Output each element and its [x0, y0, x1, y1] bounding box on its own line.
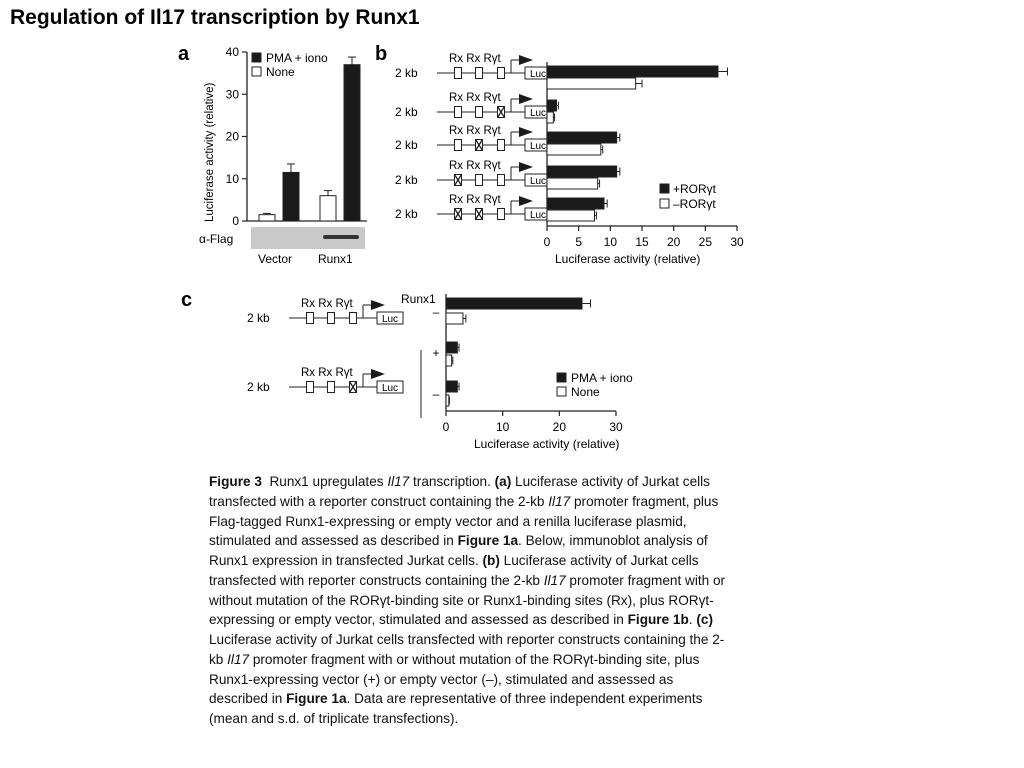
panel-b-site-labels: Rx Rx Rγt: [449, 160, 501, 172]
panel-b-binding-site: [476, 107, 483, 118]
blot-label: α-Flag: [199, 232, 234, 246]
panel-c-binding-site: [307, 313, 314, 324]
panel-b-tss-arrow: [519, 127, 533, 137]
caption-figure-label: Figure 3: [209, 474, 262, 489]
legend-swatch-pma-iono-c: [557, 373, 566, 382]
panel-a-ytick-label: 20: [225, 129, 239, 144]
panel-a-ylabel: Luciferase activity (relative): [204, 82, 216, 222]
panel-c-letter: c: [181, 289, 193, 311]
legend-label-pma-iono: PMA + iono: [266, 51, 328, 65]
panel-a-chart: [199, 45, 367, 266]
panel-a-ytick-label: 10: [225, 171, 239, 186]
panel-c-luc-label: Luc: [381, 314, 399, 325]
panel-a-ytick-label: 30: [225, 87, 239, 102]
panel-b-tss-arrow: [519, 162, 533, 172]
panel-b-construct-label: 2 kb: [395, 66, 418, 80]
figure-caption: [209, 472, 729, 729]
panel-b-site-labels: Rx Rx Rγt: [449, 92, 501, 104]
caption-a-ref: Figure 1a: [457, 533, 519, 549]
panel-b-chart: [395, 53, 744, 266]
bar: [547, 198, 604, 209]
caption-b-ref: Figure 1b: [627, 612, 689, 628]
bar: [547, 132, 617, 143]
bar: [547, 210, 595, 221]
panel-b-construct-label: 2 kb: [395, 105, 418, 119]
bar: [446, 381, 457, 392]
panel-c-xlabel: Luciferase activity (relative): [474, 437, 620, 451]
panel-b-letter: b: [375, 43, 388, 65]
panel-c-xtick-label: 0: [442, 420, 450, 434]
panel-b-luc-label: Luc: [529, 69, 547, 80]
panel-b-binding-site: [455, 107, 462, 118]
caption-a-text-3: . Below, immunoblot analysis of Runx1 expression in transfected Jurkat cells.: [209, 533, 708, 568]
panel-c-tss-arrow: [371, 369, 385, 379]
caption-c-gene: Il17: [227, 651, 250, 667]
panel-b-xtick-label: 0: [543, 235, 551, 249]
panel-b-site-labels: Rx Rx Rγt: [449, 194, 501, 206]
bar: [446, 313, 463, 324]
panel-b-site-labels: Rx Rx Rγt: [449, 125, 501, 137]
panel-b-luc-label: Luc: [529, 141, 547, 152]
panel-b-luc-label: Luc: [529, 108, 547, 119]
panel-b-tss-arrow: [519, 55, 533, 65]
legend-swatch-plus-rorgt: [660, 184, 669, 193]
caption-a-gene: Il17: [548, 493, 571, 509]
panel-c-luc-label: Luc: [381, 383, 399, 394]
panel-b-construct-label: 2 kb: [395, 207, 418, 221]
caption-b-label: (b): [482, 553, 500, 568]
bar: [259, 215, 275, 221]
bar: [344, 65, 360, 221]
panel-b-binding-site: [455, 140, 462, 151]
panel-b-xtick-label: 20: [666, 235, 681, 249]
panel-b-luc-label: Luc: [529, 210, 547, 221]
panel-b-binding-site: [498, 175, 505, 186]
legend-label-minus-rorgt: –RORγt: [673, 197, 716, 211]
category-label-vector: Vector: [258, 252, 293, 266]
panel-b-binding-site: [498, 140, 505, 151]
legend-label-none-c: None: [571, 385, 600, 399]
bar: [547, 100, 557, 111]
panel-c-construct-label: 2 kb: [247, 311, 270, 325]
panel-a-ytick-label: 0: [232, 214, 239, 228]
bar: [283, 172, 299, 221]
legend-swatch-none-c: [557, 387, 566, 396]
bar: [547, 166, 617, 177]
bar: [547, 112, 553, 123]
legend-swatch-pma-iono: [252, 53, 261, 62]
panel-b-xtick-label: 10: [603, 235, 618, 249]
caption-c-ref: Figure 1a: [286, 691, 347, 707]
category-label-runx1: Runx1: [318, 252, 353, 266]
panel-c-xtick-label: 30: [609, 420, 623, 434]
panel-b-binding-site: [476, 68, 483, 79]
bar: [446, 342, 457, 353]
panel-b-xtick-label: 15: [635, 235, 649, 249]
panel-b-luc-label: Luc: [529, 176, 547, 187]
bar: [547, 66, 718, 77]
caption-title-end: transcription.: [409, 474, 491, 489]
panel-b-xtick-label: 5: [575, 235, 583, 249]
caption-c-text-3: . Data are representative of three independent experiments (mean and s.d. of triplicate transfections).: [209, 691, 703, 726]
caption-title-gene: Il17: [387, 474, 410, 489]
panel-b-construct-label: 2 kb: [395, 138, 418, 152]
bar: [320, 196, 336, 221]
panel-c-chart: [247, 292, 633, 451]
caption-c-text-2: promoter fragment with or without mutation of the RORγt-binding site, plus Runx1-expressing vector (+) or empty vector (–), stimulated and assessed as described in: [209, 651, 700, 707]
bar: [547, 78, 636, 89]
panel-c-construct-label: 2 kb: [247, 380, 270, 394]
caption-c-label: (c): [696, 612, 713, 628]
panel-c-group-label: Runx1: [401, 292, 436, 306]
panel-b-binding-site: [476, 175, 483, 186]
caption-a-text-1: Luciferase activity of Jurkat cells transfected with a reporter construct containing the 2-kb: [209, 474, 710, 509]
bar: [446, 355, 452, 366]
legend-label-none: None: [266, 65, 295, 79]
panel-b-xtick-label: 25: [698, 235, 713, 249]
legend-swatch-minus-rorgt: [660, 199, 669, 208]
panel-c-xtick-label: 10: [495, 420, 510, 434]
panel-b-xtick-label: 30: [730, 235, 744, 249]
panel-b-binding-site: [498, 209, 505, 220]
caption-a-label: (a): [494, 474, 512, 489]
panel-a-letter: a: [178, 43, 190, 65]
panel-c-xtick-label: 20: [552, 420, 567, 434]
caption-title-start: Runx1 upregulates: [269, 474, 388, 489]
runx1-sign: +: [432, 346, 440, 360]
panel-c-binding-site: [328, 382, 335, 393]
runx1-sign: –: [432, 305, 440, 319]
panel-b-site-labels: Rx Rx Rγt: [449, 53, 501, 65]
panel-c-binding-site: [328, 313, 335, 324]
panel-c-site-labels: Rx Rx Rγt: [301, 298, 353, 310]
caption-a-text-2: promoter fragment, plus Flag-tagged Runx1-expressing or empty vector and a renilla luciferase plasmid, stimulated and assessed as described in: [209, 493, 719, 549]
bar: [547, 144, 601, 155]
panel-b-tss-arrow: [519, 94, 533, 104]
bar: [446, 395, 449, 406]
panel-b-binding-site: [455, 68, 462, 79]
panel-c-site-labels: Rx Rx Rγt: [301, 367, 353, 379]
caption-c-text-1: Luciferase activity of Jurkat cells transfected with reporter constructs containing the 2-kb: [209, 632, 725, 667]
slide-title: Regulation of Il17 transcription by Runx1: [10, 6, 420, 29]
panel-c-binding-site: [350, 313, 357, 324]
panel-c-tss-arrow: [371, 300, 385, 310]
panel-b-xlabel: Luciferase activity (relative): [555, 252, 701, 266]
caption-b-text-2: promoter fragment with or without mutation of the RORγt-binding site or Runx1-binding sites (Rx), plus RORγt-expressing or empty vector, stimulated and assessed as described in: [209, 572, 726, 628]
caption-b-text-3: .: [688, 612, 697, 628]
panel-c-binding-site: [307, 382, 314, 393]
legend-label-plus-rorgt: +RORγt: [673, 182, 717, 196]
legend-swatch-none: [252, 67, 261, 76]
runx1-sign: –: [432, 387, 440, 401]
panel-b-tss-arrow: [519, 196, 533, 206]
bar: [446, 298, 582, 309]
panel-b-binding-site: [498, 68, 505, 79]
panel-b-construct-label: 2 kb: [395, 173, 418, 187]
legend-label-pma-iono-c: PMA + iono: [571, 371, 633, 385]
immunoblot-band: [323, 235, 359, 239]
panel-a-ytick-label: 40: [225, 45, 239, 59]
bar: [547, 178, 598, 189]
caption-b-gene: Il17: [543, 572, 566, 588]
caption-b-text-1: Luciferase activity of Jurkat cells transfected with reporter constructs containing the 2-kb: [209, 553, 699, 588]
